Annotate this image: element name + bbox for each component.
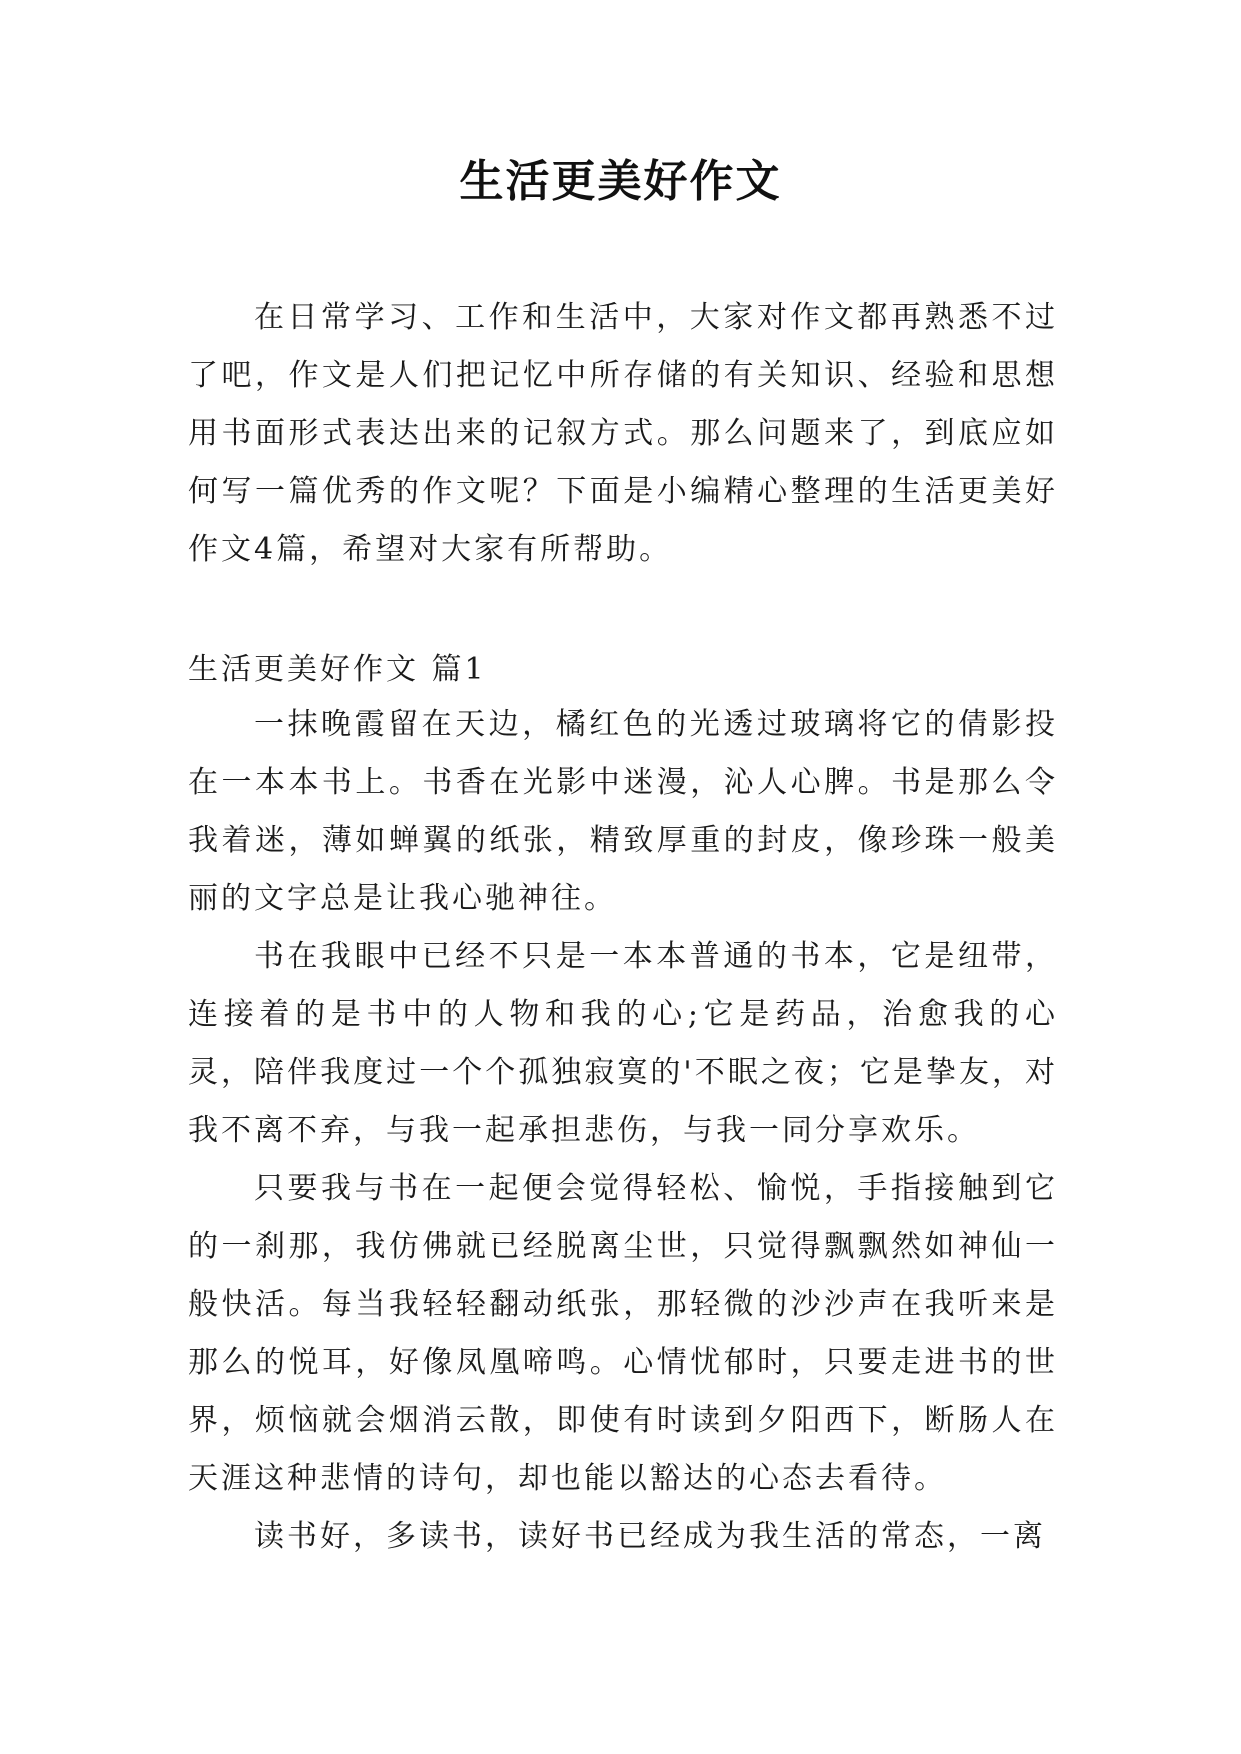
section-heading: 生活更美好作文 篇1 (188, 652, 487, 687)
essay-paragraph-2: 书在我眼中已经不只是一本本普通的书本，它是纽带，连接着的是书中的人物和我的心;它是药品，治愈我的心灵，陪伴我度过一个个孤独寂寞的'不眠之夜；它是挚友，对我不离不弃，与我一起承担悲伤，与我一同分享欢乐。 (188, 939, 1058, 1148)
essay-body (188, 696, 1058, 1566)
document-title: 生活更美好作文 (459, 156, 782, 207)
essay-paragraph-3: 只要我与书在一起便会觉得轻松、愉悦，手指接触到它的一刹那，我仿佛就已经脱离尘世，只觉得飘飘然如神仙一般快活。每当我轻轻翻动纸张，那轻微的沙沙声在我听来是那么的悦耳，好像凤凰啼鸣。心情忧郁时，只要走进书的世界，烦恼就会烟消云散，即使有时读到夕阳西下，断肠人在天涯这种悲情的诗句，却也能以豁达的心态去看待。 (188, 1171, 1058, 1496)
essay-paragraph-1: 一抹晚霞留在天边，橘红色的光透过玻璃将它的倩影投在一本本书上。书香在光影中迷漫，沁人心脾。书是那么令我着迷，薄如蝉翼的纸张，精致厚重的封皮，像珍珠一般美丽的文字总是让我心驰神往。 (188, 707, 1058, 916)
essay-paragraph-4: 读书好，多读书，读好书已经成为我生活的常态，一离 (254, 1519, 1046, 1554)
intro-section (188, 289, 1058, 579)
intro-paragraph: 在日常学习、工作和生活中，大家对作文都再熟悉不过了吧，作文是人们把记忆中所存储的有关知识、经验和思想用书面形式表达出来的记叙方式。那么问题来了，到底应如何写一篇优秀的作文呢？下面是小编精心整理的生活更美好作文4篇，希望对大家有所帮助。 (188, 300, 1058, 567)
